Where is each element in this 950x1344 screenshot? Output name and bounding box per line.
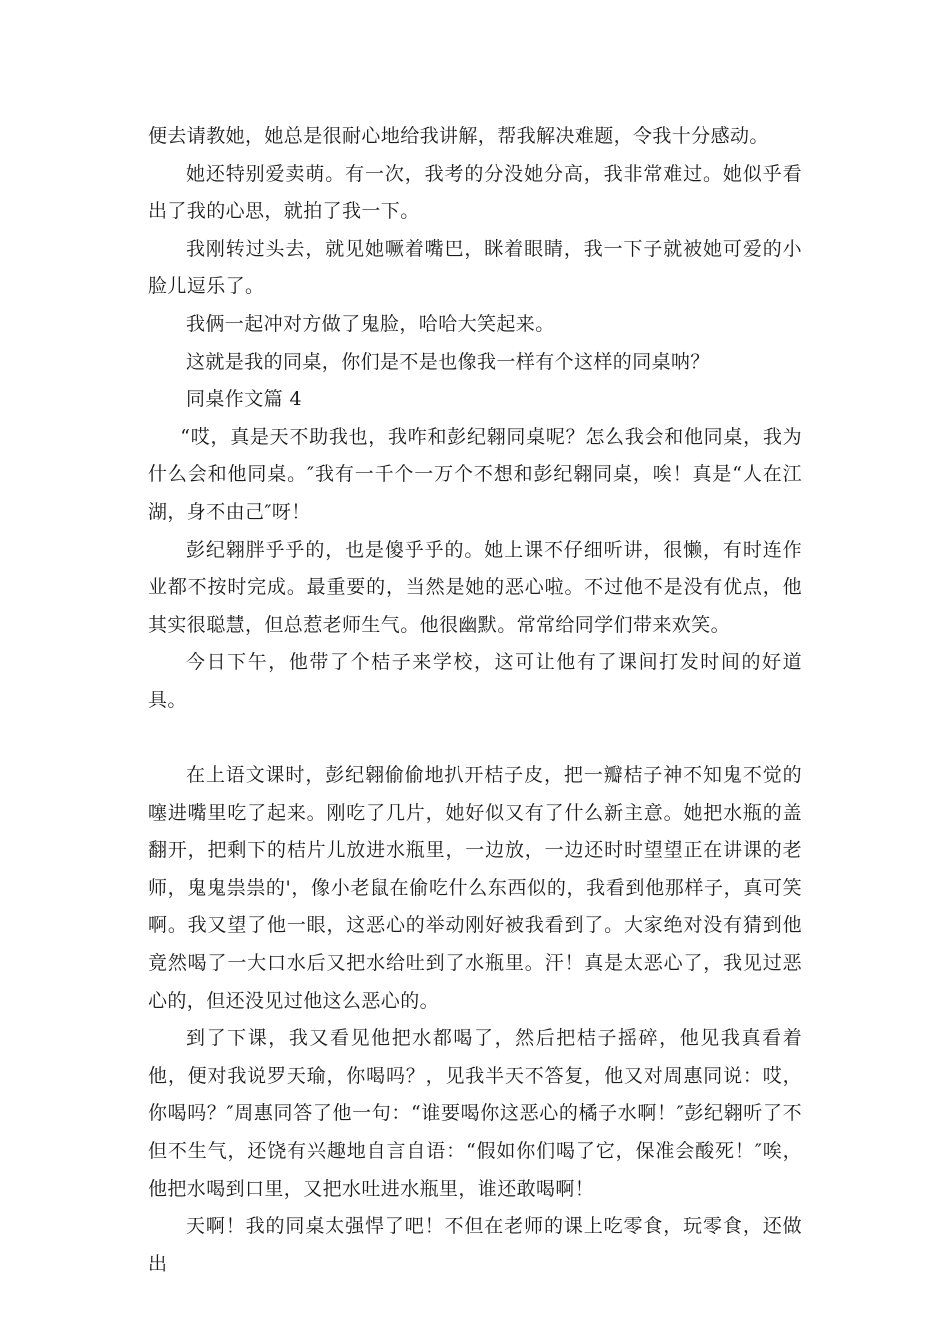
paragraph: 在上语文课时，彭纪翱偷偷地扒开桔子皮，把一瓣桔子神不知鬼不觉的噻进嘴里吃了起来。刚吃了几片，她好似又有了什么新主意。她把水瓶的盖翻开，把剩下的桔片儿放进水瓶里，一边放，一边还时时望望正在讲课的老师，鬼鬼祟祟的'，像小老鼠在偷吃什么东西似的，我看到他那样子，真可笑啊。我又望了他一眼，这恶心的举动刚好被我看到了。大家绝对没有猜到他竟然喝了一大口水后又把水给吐到了水瓶里。汗！真是太恶心了，我见过恶心的，但还没见过他这么恶心的。: [148, 764, 802, 1012]
paragraph: 天啊！我的同桌太强悍了吧！不但在老师的课上吃零食，玩零食，还做出: [148, 1215, 802, 1275]
paragraph: 到了下课，我又看见他把水都喝了，然后把桔子摇碎，他见我真看着他，便对我说罗天瑜，你喝吗？，见我半天不答复，他又对周惠同说：哎，你喝吗？″周惠同答了他一句：“谁要喝你这恶心的橘子水啊！″彭纪翱听了不但不生气，还饶有兴趣地自言自语：“假如你们喝了它，保准会酸死！″唉，他把水喝到口里，又把水吐进水瓶里，谁还敢喝啊！: [148, 1027, 802, 1200]
paragraph: 这就是我的同桌，你们是不是也像我一样有个这样的同桌呐？: [186, 350, 710, 373]
paragraph: 彭纪翱胖乎乎的，也是傻乎乎的。她上课不仔细听讲，很懒，有时连作业都不按时完成。最重要的，当然是她的恶心啦。不过他不是没有优点，他其实很聪慧，但总惹老师生气。他很幽默。常常给同学们带来欢笑。: [148, 538, 802, 636]
paragraph: “哎，真是天不助我也，我咋和彭纪翱同桌呢？怎么我会和他同桌，我为什么会和他同桌。″我有一千个一万个不想和彭纪翱同桌，唉！真是“人在江湖，身不由己″呀！: [148, 425, 802, 523]
paragraph: 我刚转过头去，就见她噘着嘴巴，眯着眼睛，我一下子就被她可爱的小脸儿逗乐了。: [148, 237, 802, 298]
section-heading: 同桌作文篇 4: [186, 388, 302, 411]
essay-body: [148, 118, 802, 1283]
paragraph: 今日下午，他带了个桔子来学校，这可让他有了课间打发时间的好道具。: [148, 651, 802, 711]
blank-line: [148, 720, 802, 758]
paragraph: 我俩一起冲对方做了鬼脸，哈哈大笑起来。: [186, 312, 555, 335]
paragraph: 她还特别爱卖萌。有一次，我考的分没她分高，我非常难过。她似乎看出了我的心思，就拍了我一下。: [148, 162, 802, 223]
paragraph-continuation: 便去请教她，她总是很耐心地给我讲解，帮我解决难题，令我十分感动。: [148, 125, 769, 147]
